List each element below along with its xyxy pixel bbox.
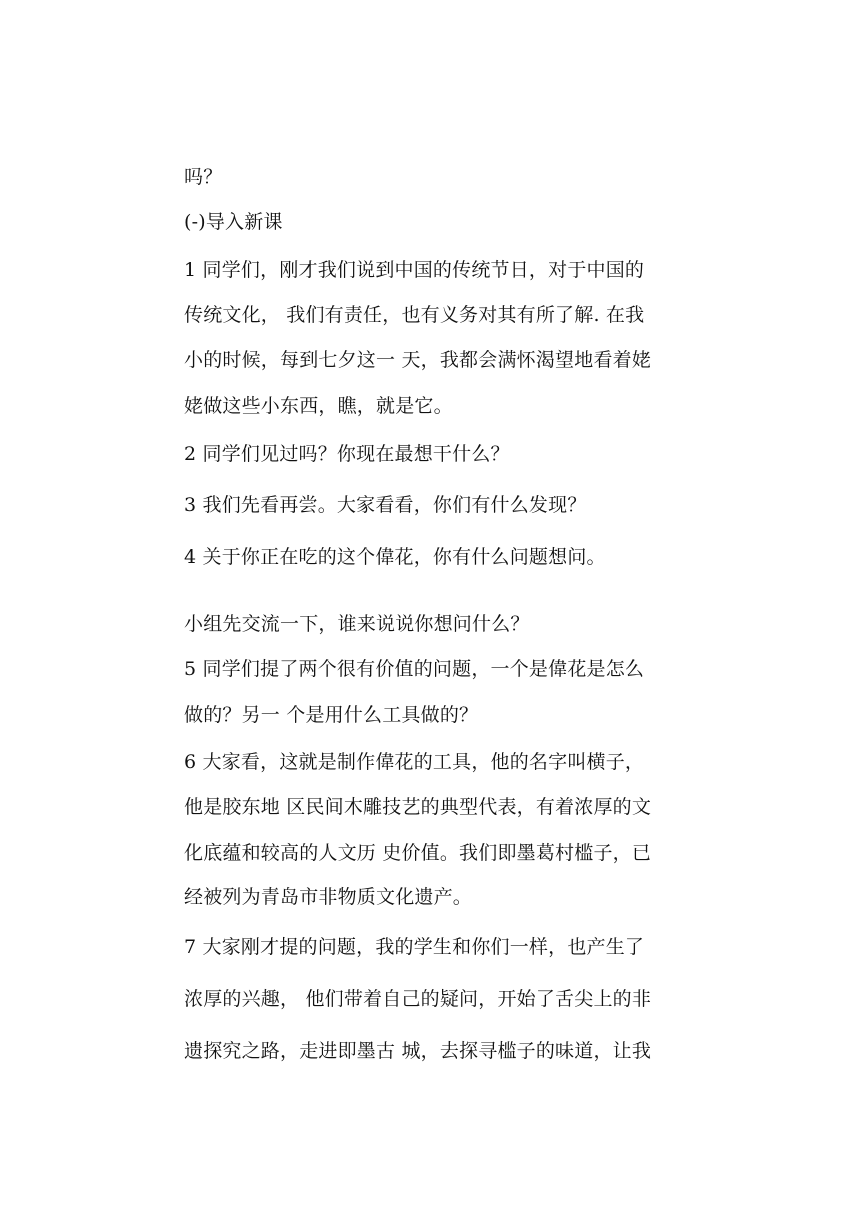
- section-heading: (-)导入新课: [184, 211, 283, 233]
- text-line-1: 吗？: [184, 166, 223, 188]
- text-line-8: 3 我们先看再尝。大家看看，你们有什么发现？: [184, 494, 587, 516]
- text-line-11: 5 同学们提了两个很有价值的问题，一个是偉花是怎么: [184, 658, 645, 680]
- text-line-13: 6 大家看，这就是制作偉花的工具，他的名字叫横子，: [184, 751, 645, 773]
- text-line-18: 浓厚的兴趣， 他们带着自己的疑问，开始了舌尖上的非: [184, 988, 652, 1010]
- text-line-7: 2 同学们见过吗？你现在最想干什么？: [184, 443, 510, 465]
- text-line-3: 1 同学们，刚才我们说到中国的传统节日，对于中国的: [184, 259, 645, 281]
- text-line-5: 小的时候，每到七夕这一 天，我都会满怀渴望地看着姥: [184, 349, 652, 371]
- text-line-19: 遗探究之路，走进即墨古 城，去探寻槛子的味道，让我: [184, 1040, 652, 1062]
- text-line-12: 做的？另一 个是用什么工具做的？: [184, 704, 479, 726]
- text-line-9: 4 关于你正在吃的这个偉花，你有什么问题想问。: [184, 546, 606, 568]
- text-line-15: 化底蕴和较高的人文历 史价值。我们即墨葛村槛子，已: [184, 842, 652, 864]
- text-line-16: 经被列为青岛市非物质文化遗产。: [184, 886, 473, 908]
- text-line-6: 姥做这些小东西，瞧，就是它。: [184, 395, 453, 417]
- text-line-17: 7 大家刚才提的问题，我的学生和你们一样，也产生了: [184, 936, 645, 958]
- text-line-10: 小组先交流一下，谁来说说你想问什么？: [184, 613, 530, 635]
- text-line-14: 他是胶东地 区民间木雕技艺的典型代表，有着浓厚的文: [184, 796, 652, 818]
- text-line-4: 传统文化， 我们有责任，也有义务对其有所了解. 在我: [184, 304, 645, 326]
